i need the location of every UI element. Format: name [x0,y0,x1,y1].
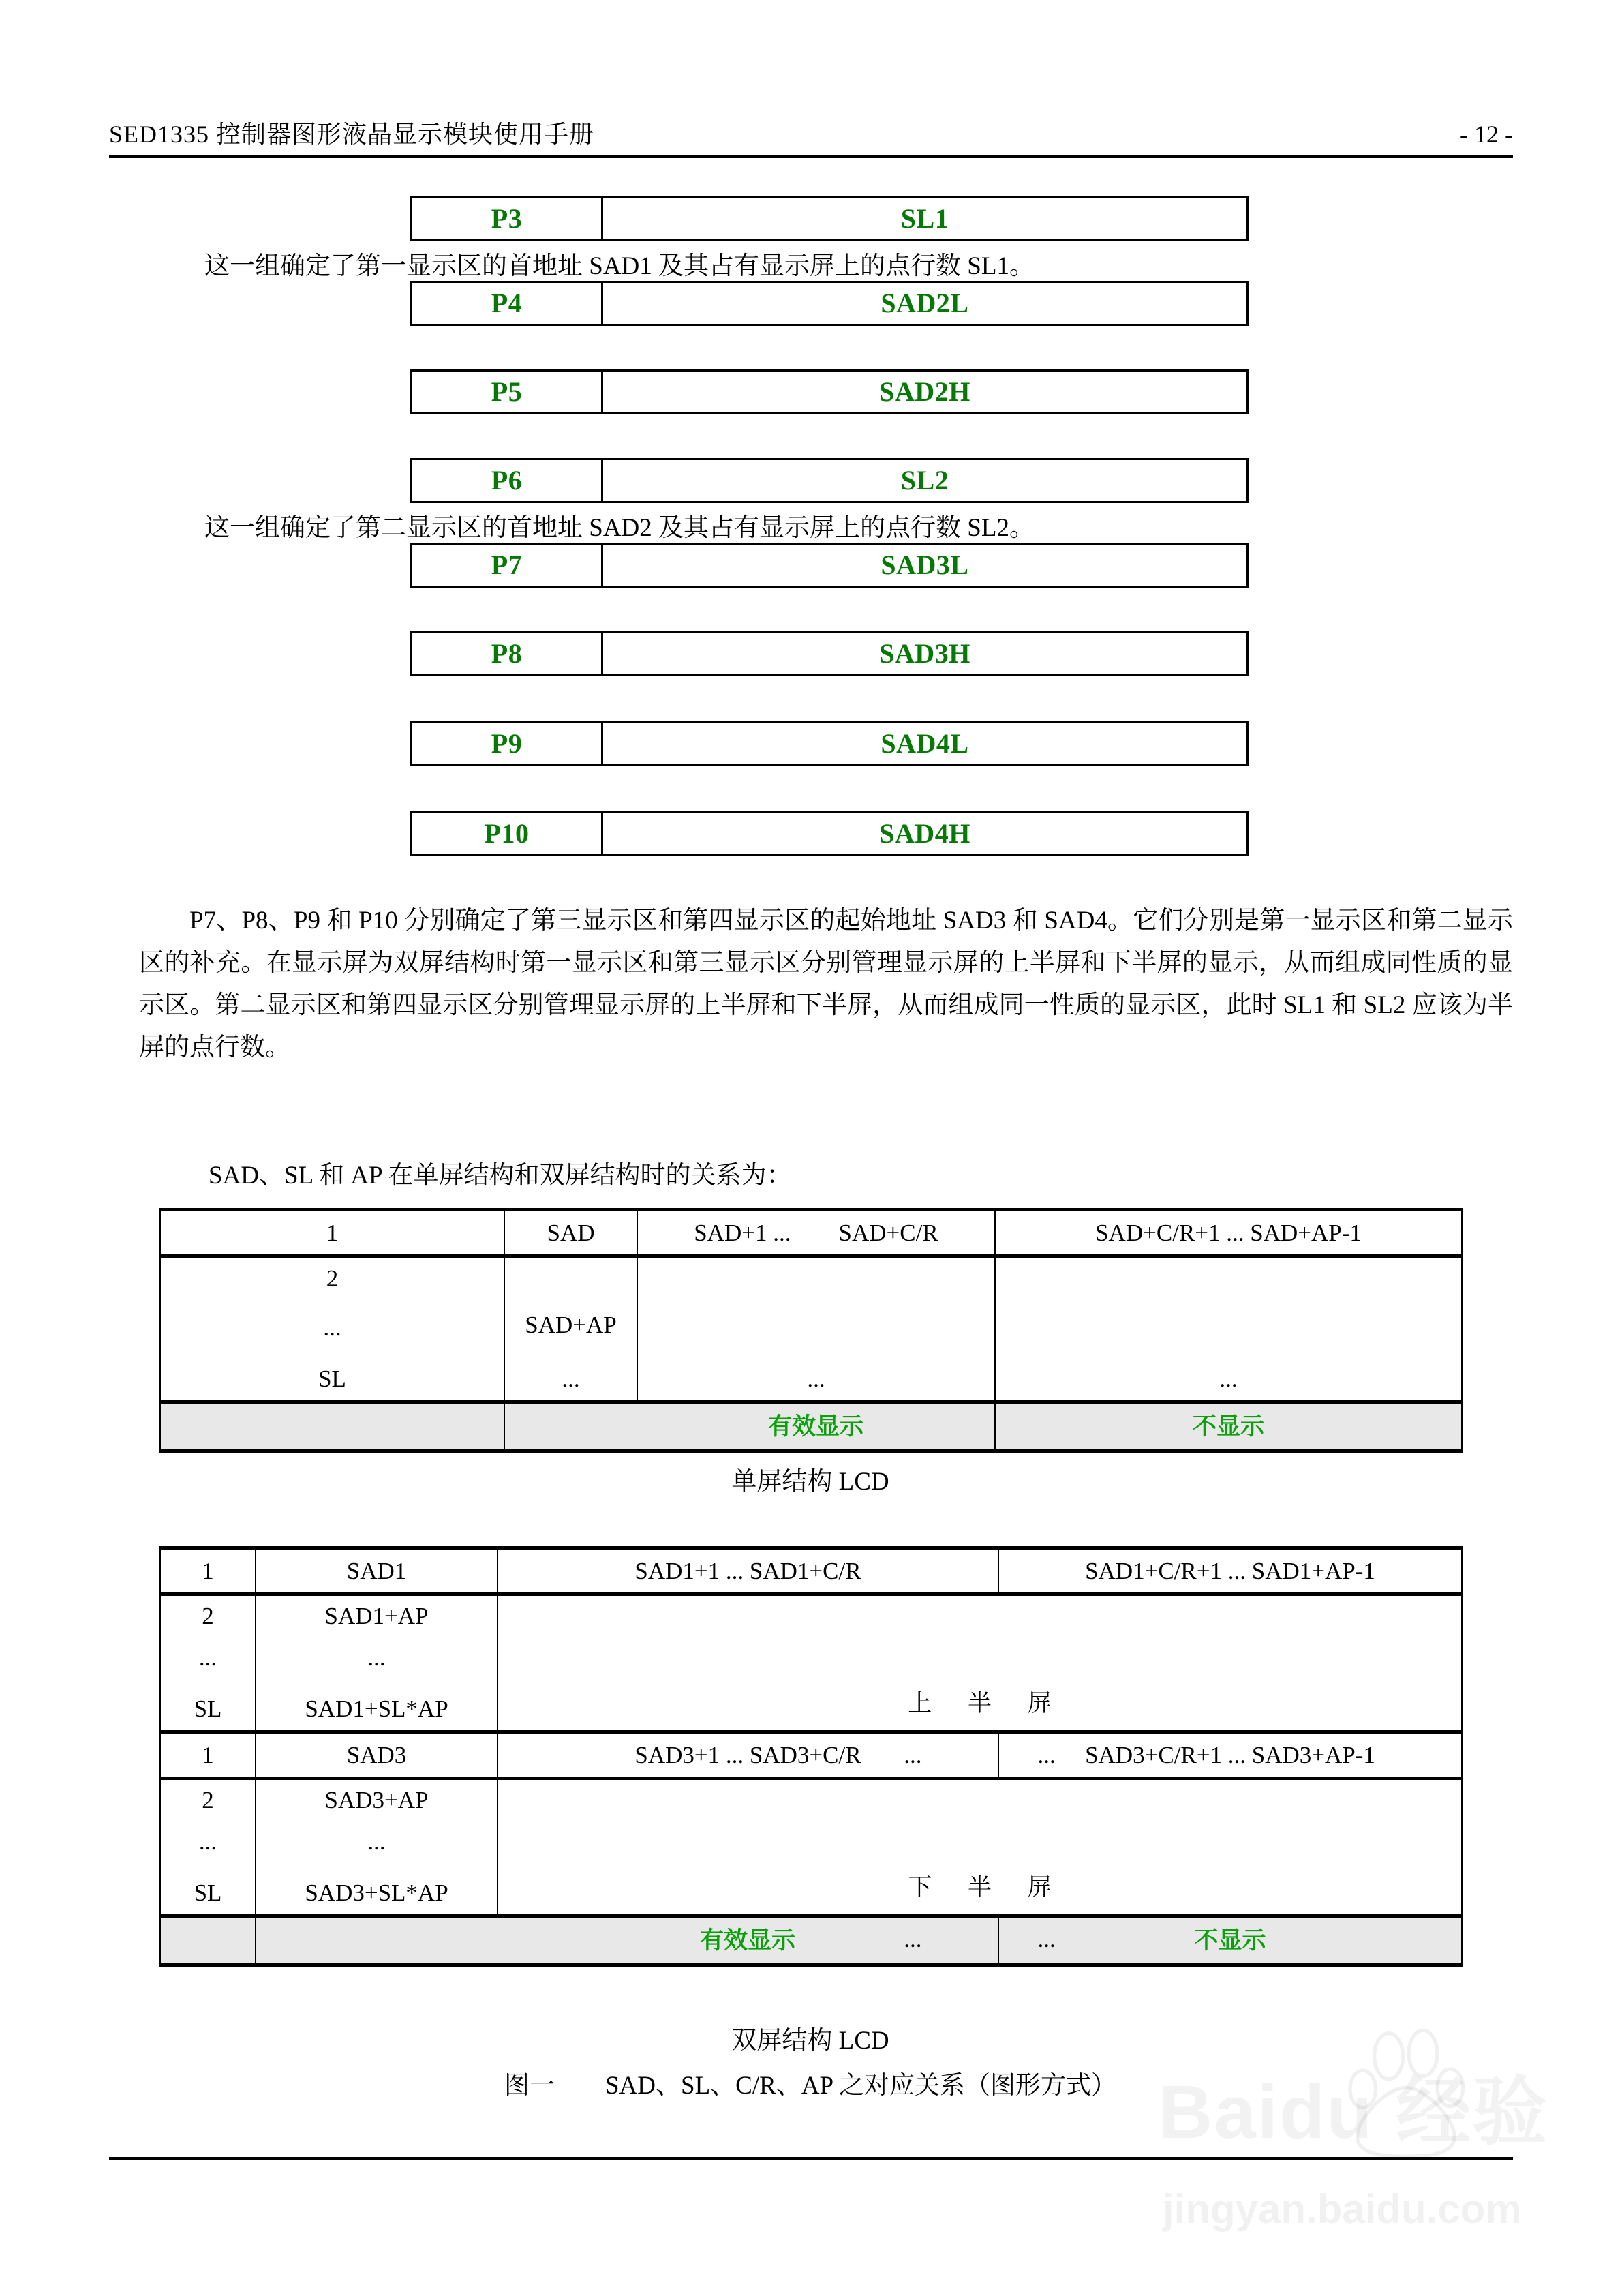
register-name-cell [412,813,603,854]
single-table-caption: 单屏结构 LCD [731,1468,889,1496]
register-value-cell [603,283,1246,324]
single-row1-index: 1 [160,1210,504,1256]
page-header [109,117,1513,160]
table-row [160,1779,1462,1821]
register-name-cell [412,545,603,586]
single-footer-left [160,1402,504,1451]
single-row2-addr: SAD+AP [504,1301,637,1349]
dual-screen-table [159,1546,1463,1967]
register-value-label: SAD2H [879,376,970,407]
register-value-label: SAD3L [881,549,969,580]
dual-lower-half-text: 下 半 屏 [908,1874,1067,1901]
register-name-label: P5 [491,376,523,407]
register-value-cell [603,198,1246,239]
dual-upper-ellipsis-right: ... [1037,1742,1056,1768]
table-row [160,1402,1462,1451]
header-rule [109,155,1513,158]
register-name-cell [412,198,603,239]
dual-footer-valid-a [256,1916,498,1965]
table-row [160,1256,1462,1301]
table-row [160,1210,1462,1256]
single-row4-index: SL [160,1349,504,1402]
register-value-cell [603,813,1246,854]
register-name-cell [412,283,603,324]
single-col3-ellipsis: ... [637,1256,995,1402]
register-box-p4 [410,281,1249,326]
dual-lower-row4-addr: SAD3+SL*AP [256,1863,498,1916]
dual-lower-row2-index: 2 [160,1779,256,1821]
single-screen-table [159,1208,1463,1453]
dual-footer-left [160,1916,256,1965]
single-row3-addr: ... [504,1349,637,1402]
table-row [160,1548,1462,1595]
dual-upper-ellipsis-left: ... [904,1742,922,1768]
register-value-cell [603,723,1246,764]
register-value-cell [603,545,1246,586]
figure-caption: 图一 SAD、SL、C/R、AP 之对应关系（图形方式） [504,2072,1116,2100]
table-row [160,1595,1462,1637]
dual-lower-row3-index: ... [160,1821,256,1863]
register-name-label: P10 [484,818,530,849]
register-name-label: P7 [491,549,523,580]
single-footer-invalid: 不显示 [995,1402,1462,1451]
dual-lower-row4-index: SL [160,1863,256,1916]
body-paragraph: P7、P8、P9 和 P10 分别确定了第三显示区和第四显示区的起始地址 SAD3 和 SAD4。它们分别是第一显示区和第二显示区的补充。在显示屏为双屏结构时第一显示区和第三显示区分别管理显示屏的上半屏和下半屏的显示，从而组成同性质的显示区。第二显示区和第四显示区分别管理显示屏的上半屏和下半屏，从而组成同一性质的显示区，此时 SL1 和 SL2 应该为半屏的点行数。 [139,907,1513,1061]
single-row2-index: 2 [160,1256,504,1301]
single-row1-right: SAD+C/R+1 ... SAD+AP-1 [995,1210,1462,1256]
register-box-p6 [410,458,1249,503]
dual-lower-row1-addr: SAD3 [256,1732,498,1779]
dual-lower-ellipsis-left: ... [904,1926,922,1952]
dual-footer-valid: 有效显示 [498,1916,998,1965]
dual-upper-row4-index: SL [160,1679,256,1732]
single-row1-mid: SAD+1 ... SAD+C/R [637,1210,995,1256]
dual-lower-row2-addr: SAD3+AP [256,1779,498,1821]
dual-upper-row2-index: 2 [160,1595,256,1637]
register-name-label: P6 [491,465,523,496]
register-name-label: P9 [491,728,523,759]
single-col4-ellipsis: ... [995,1256,1462,1402]
relation-intro: SAD、SL 和 AP 在单屏结构和双屏结构时的关系为： [209,1162,792,1190]
dual-lower-row1-right: SAD3+C/R+1 ... SAD3+AP-1 [998,1732,1462,1779]
register-name-cell [412,723,603,764]
dual-lower-ellipsis-right: ... [1037,1926,1056,1952]
single-row1-addr: SAD [504,1210,637,1256]
register-box-p3 [410,196,1249,241]
register-value-label: SAD2L [881,288,969,318]
register-box-p8 [410,631,1249,676]
watermark-url-text: jingyan.baidu.com [1163,2186,1522,2232]
register-value-cell [603,633,1246,674]
dual-upper-row2-addr: SAD1+AP [256,1595,498,1637]
register-box-p10 [410,811,1249,856]
dual-upper-row3-addr: ... [256,1637,498,1679]
page-number: - 12 - [1460,121,1513,148]
register-value-cell [603,460,1246,501]
register-value-label: SAD4L [881,728,969,759]
register-value-label: SAD3H [879,638,970,669]
dual-footer-invalid: 不显示 [998,1916,1462,1965]
register-box-p5 [410,369,1249,414]
single-row2-addr-blank [504,1256,637,1301]
register-name-label: P4 [491,288,523,318]
dual-upper-row3-index: ... [160,1637,256,1679]
register-name-cell [412,372,603,412]
dual-table-caption: 双屏结构 LCD [731,2027,889,2055]
watermark-logo-text: Baidu 经验 [1159,2070,1549,2154]
dual-lower-row1-mid: SAD3+1 ... SAD3+C/R [498,1732,998,1779]
register-box-p9 [410,721,1249,766]
register-box-p7 [410,543,1249,588]
dual-upper-row1-right: SAD1+C/R+1 ... SAD1+AP-1 [998,1548,1462,1595]
single-footer-valid: 有效显示 [637,1402,995,1451]
footer-rule [109,2157,1513,2160]
single-footer-valid-a [504,1402,637,1451]
register-name-label: P3 [491,203,523,234]
register-name-cell [412,460,603,501]
dual-upper-row1-addr: SAD1 [256,1548,498,1595]
register-value-label: SL2 [900,465,949,496]
register-name-label: P8 [491,638,523,669]
dual-lower-row1-index: 1 [160,1732,256,1779]
register-value-label: SAD4H [879,818,970,849]
register-value-label: SL1 [900,203,949,234]
dual-upper-row4-addr: SAD1+SL*AP [256,1679,498,1732]
dual-upper-half-text: 上 半 屏 [908,1690,1067,1717]
single-row3-index: ... [160,1301,504,1349]
note-paragraph-2: 这一组确定了第二显示区的首地址 SAD2 及其占有显示屏上的点行数 SL2。 [204,514,1035,542]
note-paragraph-1: 这一组确定了第一显示区的首地址 SAD1 及其占有显示屏上的点行数 SL1。 [204,252,1035,280]
dual-lower-row3-addr: ... [256,1821,498,1863]
register-value-cell [603,372,1246,412]
dual-upper-row1-index: 1 [160,1548,256,1595]
header-title: SED1335 控制器图形液晶显示模块使用手册 [109,121,595,148]
register-name-cell [412,633,603,674]
dual-upper-row1-mid: SAD1+1 ... SAD1+C/R [498,1548,998,1595]
